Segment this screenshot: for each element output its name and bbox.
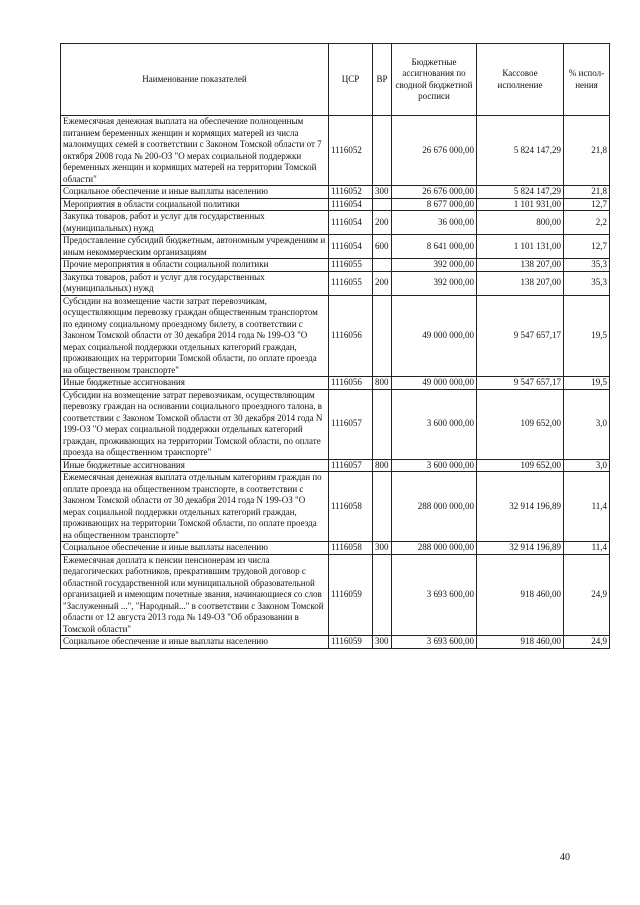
row-budget-cell: 36 000,00 (392, 211, 477, 235)
table-row (61, 186, 610, 199)
row-budget-cell: 3 600 000,00 (392, 459, 477, 472)
row-vr-cell: 200 (373, 271, 392, 295)
row-vr-cell: 800 (373, 377, 392, 390)
table-row (61, 472, 610, 542)
row-vr-cell (373, 389, 392, 459)
table-header-row (61, 44, 610, 116)
row-cash-cell: 9 547 657,17 (477, 295, 564, 377)
row-name-cell: Ежемесячная денежная выплата отдельным категориям граждан по оплате проезда на общественном транспорте, в соответствии с Законом Томской области от 30 декабря 2014 года N 199-ОЗ "О мерах социальной поддержки отдельных категорий граждан, проживающих на территории Томской области, по оплате проезда на общественном транспорте" (61, 472, 329, 542)
row-csr-cell: 1116057 (329, 459, 373, 472)
row-pct-cell: 12,7 (564, 198, 610, 211)
row-budget-cell: 49 000 000,00 (392, 295, 477, 377)
table-row (61, 636, 610, 649)
row-cash-cell: 1 101 131,00 (477, 235, 564, 259)
table-row (61, 542, 610, 555)
row-budget-cell: 49 000 000,00 (392, 377, 477, 390)
row-pct-cell: 35,3 (564, 271, 610, 295)
row-csr-cell: 1116058 (329, 542, 373, 555)
table-row (61, 271, 610, 295)
row-pct-cell: 35,3 (564, 259, 610, 272)
header-cash: Кассовое исполнение (477, 44, 564, 116)
row-name-cell: Социальное обеспечение и иные выплаты населению (61, 186, 329, 199)
row-cash-cell: 9 547 657,17 (477, 377, 564, 390)
row-cash-cell: 32 914 196,89 (477, 542, 564, 555)
header-name: Наименование показателей (61, 44, 329, 116)
row-cash-cell: 138 207,00 (477, 259, 564, 272)
row-name-cell: Ежемесячная денежная выплата на обеспечение полноценным питанием беременных женщин и кормящих матерей из числа малоимущих семей в соответствии с Законом Томской области от 7 октября 2008 года № 200-ОЗ "О мерах социальной поддержки беременных женщин и кормящих матерей на территории Томской области" (61, 116, 329, 186)
row-csr-cell: 1116054 (329, 235, 373, 259)
row-name-cell: Закупка товаров, работ и услуг для государственных (муниципальных) нужд (61, 211, 329, 235)
row-name-cell: Предоставление субсидий бюджетным, автономным учреждениям и иным некоммерческим организациям (61, 235, 329, 259)
row-cash-cell: 1 101 931,00 (477, 198, 564, 211)
row-cash-cell: 800,00 (477, 211, 564, 235)
table-row (61, 389, 610, 459)
row-cash-cell: 138 207,00 (477, 271, 564, 295)
table-row (61, 295, 610, 377)
table-row (61, 211, 610, 235)
page-number: 40 (560, 852, 570, 863)
row-vr-cell: 600 (373, 235, 392, 259)
row-cash-cell: 5 824 147,29 (477, 186, 564, 199)
row-cash-cell: 109 652,00 (477, 389, 564, 459)
header-vr: ВР (373, 44, 392, 116)
row-name-cell: Субсидии на возмещение части затрат перевозчикам, осуществляющим перевозку граждан общественным транспортом по единому социальному проездному билету, в соответствии с Законом Томской области от 30 декабря 2014 года № 199-ОЗ "О мерах социальной поддержки отдельных категорий граждан, проживающих на территории Томской области, по оплате проезда на общественном транспорте" (61, 295, 329, 377)
row-vr-cell (373, 259, 392, 272)
row-budget-cell: 3 600 000,00 (392, 389, 477, 459)
table-row (61, 198, 610, 211)
row-csr-cell: 1116058 (329, 472, 373, 542)
table-row (61, 259, 610, 272)
row-csr-cell: 1116055 (329, 271, 373, 295)
row-pct-cell: 11,4 (564, 472, 610, 542)
table-row (61, 235, 610, 259)
table-body (61, 116, 610, 649)
row-csr-cell: 1116054 (329, 198, 373, 211)
row-budget-cell: 3 693 600,00 (392, 636, 477, 649)
row-pct-cell: 3,0 (564, 389, 610, 459)
row-budget-cell: 8 677 000,00 (392, 198, 477, 211)
table-row (61, 459, 610, 472)
row-name-cell: Социальное обеспечение и иные выплаты населению (61, 542, 329, 555)
row-name-cell: Закупка товаров, работ и услуг для государственных (муниципальных) нужд (61, 271, 329, 295)
row-vr-cell: 200 (373, 211, 392, 235)
row-csr-cell: 1116052 (329, 186, 373, 199)
row-pct-cell: 11,4 (564, 542, 610, 555)
row-pct-cell: 12,7 (564, 235, 610, 259)
row-vr-cell (373, 116, 392, 186)
row-csr-cell: 1116056 (329, 295, 373, 377)
row-cash-cell: 918 460,00 (477, 636, 564, 649)
row-csr-cell: 1116059 (329, 554, 373, 636)
row-pct-cell: 19,5 (564, 295, 610, 377)
row-budget-cell: 26 676 000,00 (392, 116, 477, 186)
header-csr: ЦСР (329, 44, 373, 116)
row-csr-cell: 1116052 (329, 116, 373, 186)
row-csr-cell: 1116055 (329, 259, 373, 272)
row-budget-cell: 8 641 000,00 (392, 235, 477, 259)
table-row (61, 554, 610, 636)
row-pct-cell: 21,8 (564, 186, 610, 199)
row-name-cell: Ежемесячная доплата к пенсии пенсионерам из числа педагогических работников, прекратившим трудовой договор с областной государственной или муниципальной образовательной организацией и имеющим почетные звания, начинающиеся со слов "Заслуженный ...", "Народный..." в соответствии с Законом Томской области от 12 августа 2013 года № 149-ОЗ "Об образовании в Томской области" (61, 554, 329, 636)
row-vr-cell (373, 472, 392, 542)
row-cash-cell: 5 824 147,29 (477, 116, 564, 186)
row-budget-cell: 392 000,00 (392, 259, 477, 272)
row-name-cell: Прочие мероприятия в области социальной политики (61, 259, 329, 272)
row-vr-cell: 300 (373, 636, 392, 649)
row-budget-cell: 3 693 600,00 (392, 554, 477, 636)
row-pct-cell: 2,2 (564, 211, 610, 235)
table-row (61, 377, 610, 390)
header-pct: % испол-нения (564, 44, 610, 116)
row-budget-cell: 288 000 000,00 (392, 472, 477, 542)
row-vr-cell: 300 (373, 542, 392, 555)
row-csr-cell: 1116056 (329, 377, 373, 390)
row-name-cell: Мероприятия в области социальной политики (61, 198, 329, 211)
row-budget-cell: 392 000,00 (392, 271, 477, 295)
row-cash-cell: 918 460,00 (477, 554, 564, 636)
row-name-cell: Иные бюджетные ассигнования (61, 459, 329, 472)
row-vr-cell (373, 198, 392, 211)
row-csr-cell: 1116059 (329, 636, 373, 649)
row-csr-cell: 1116054 (329, 211, 373, 235)
row-name-cell: Иные бюджетные ассигнования (61, 377, 329, 390)
row-vr-cell (373, 295, 392, 377)
table-row (61, 116, 610, 186)
row-pct-cell: 19,5 (564, 377, 610, 390)
row-pct-cell: 24,9 (564, 636, 610, 649)
row-vr-cell (373, 554, 392, 636)
row-csr-cell: 1116057 (329, 389, 373, 459)
budget-execution-table (60, 43, 610, 649)
row-name-cell: Социальное обеспечение и иные выплаты населению (61, 636, 329, 649)
row-pct-cell: 21,8 (564, 116, 610, 186)
row-cash-cell: 109 652,00 (477, 459, 564, 472)
row-budget-cell: 288 000 000,00 (392, 542, 477, 555)
row-name-cell: Субсидии на возмещение затрат перевозчикам, осуществляющим перевозку граждан на основании социального проездного талона, в соответствии с Законом Томской области от 30 декабря 2014 года N 199-ОЗ "О мерах социальной поддержки отдельных категорий граждан, проживающих на территории Томской области, по оплате проезда на общественном транспорте" (61, 389, 329, 459)
row-vr-cell: 300 (373, 186, 392, 199)
header-budget: Бюджетные ассигнования по сводной бюджетной росписи (392, 44, 477, 116)
row-pct-cell: 3,0 (564, 459, 610, 472)
row-cash-cell: 32 914 196,89 (477, 472, 564, 542)
row-budget-cell: 26 676 000,00 (392, 186, 477, 199)
row-vr-cell: 800 (373, 459, 392, 472)
row-pct-cell: 24,9 (564, 554, 610, 636)
